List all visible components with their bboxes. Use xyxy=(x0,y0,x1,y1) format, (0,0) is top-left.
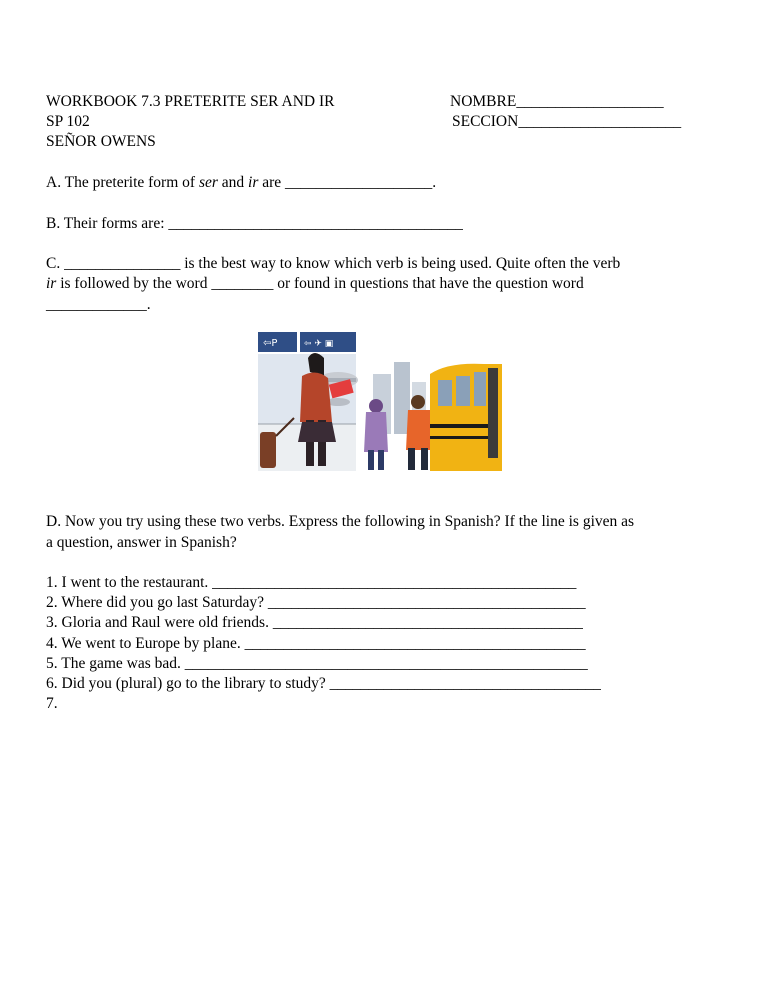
question-b: B. Their forms are: ______________________________________ xyxy=(46,215,463,232)
question-d-line2: a question, answer in Spanish? xyxy=(46,534,237,551)
list-item[interactable]: 6. Did you (plural) go to the library to study? ___________________________________ xyxy=(46,675,601,692)
verb-ir: ir xyxy=(248,174,259,191)
list-item[interactable]: 2. Where did you go last Saturday? _________________________________________ xyxy=(46,594,586,611)
course-code: SP 102 xyxy=(46,113,90,130)
verb-ser: ser xyxy=(198,174,218,191)
teacher-name: SEÑOR OWENS xyxy=(46,133,156,150)
worksheet-title: WORKBOOK 7.3 PRETERITE SER AND IR xyxy=(46,93,335,110)
question-a xyxy=(46,173,436,193)
list-item[interactable]: 5. The game was bad. ____________________________________________________ xyxy=(46,655,588,672)
question-c-line3: _____________. xyxy=(46,296,151,313)
question-c-line1: C. _______________ is the best way to know which verb is being used. Quite often the verb xyxy=(46,255,621,272)
travel-illustration xyxy=(258,332,503,471)
list-item[interactable]: 3. Gloria and Raul were old friends. ________________________________________ xyxy=(46,614,583,631)
question-d-line1: D. Now you try using these two verbs. Express the following in Spanish? If the line is given as xyxy=(46,513,635,530)
question-c-line2 xyxy=(46,274,584,294)
nombre-field[interactable]: NOMBRE___________________ xyxy=(450,93,664,110)
sign-left-glyph: ⇦P xyxy=(263,338,278,349)
question-c-line2-rest: is followed by the word ________ or found in questions that have the question word xyxy=(56,275,584,292)
question-a-middle: and xyxy=(217,174,249,191)
list-item[interactable]: 1. I went to the restaurant. _______________________________________________ xyxy=(46,574,577,591)
verb-ir-c: ir xyxy=(46,275,57,292)
school-bus-icon xyxy=(430,364,502,471)
question-a-suffix: are ___________________. xyxy=(258,174,437,191)
list-item[interactable]: 7. xyxy=(46,695,58,712)
list-item[interactable]: 4. We went to Europe by plane. ____________________________________________ xyxy=(46,635,586,652)
seccion-field[interactable]: SECCION_____________________ xyxy=(452,113,682,130)
question-a-prefix: A. The preterite form of xyxy=(46,174,199,191)
sign-right-glyph: ⇦ ✈ ▣ xyxy=(304,339,334,349)
